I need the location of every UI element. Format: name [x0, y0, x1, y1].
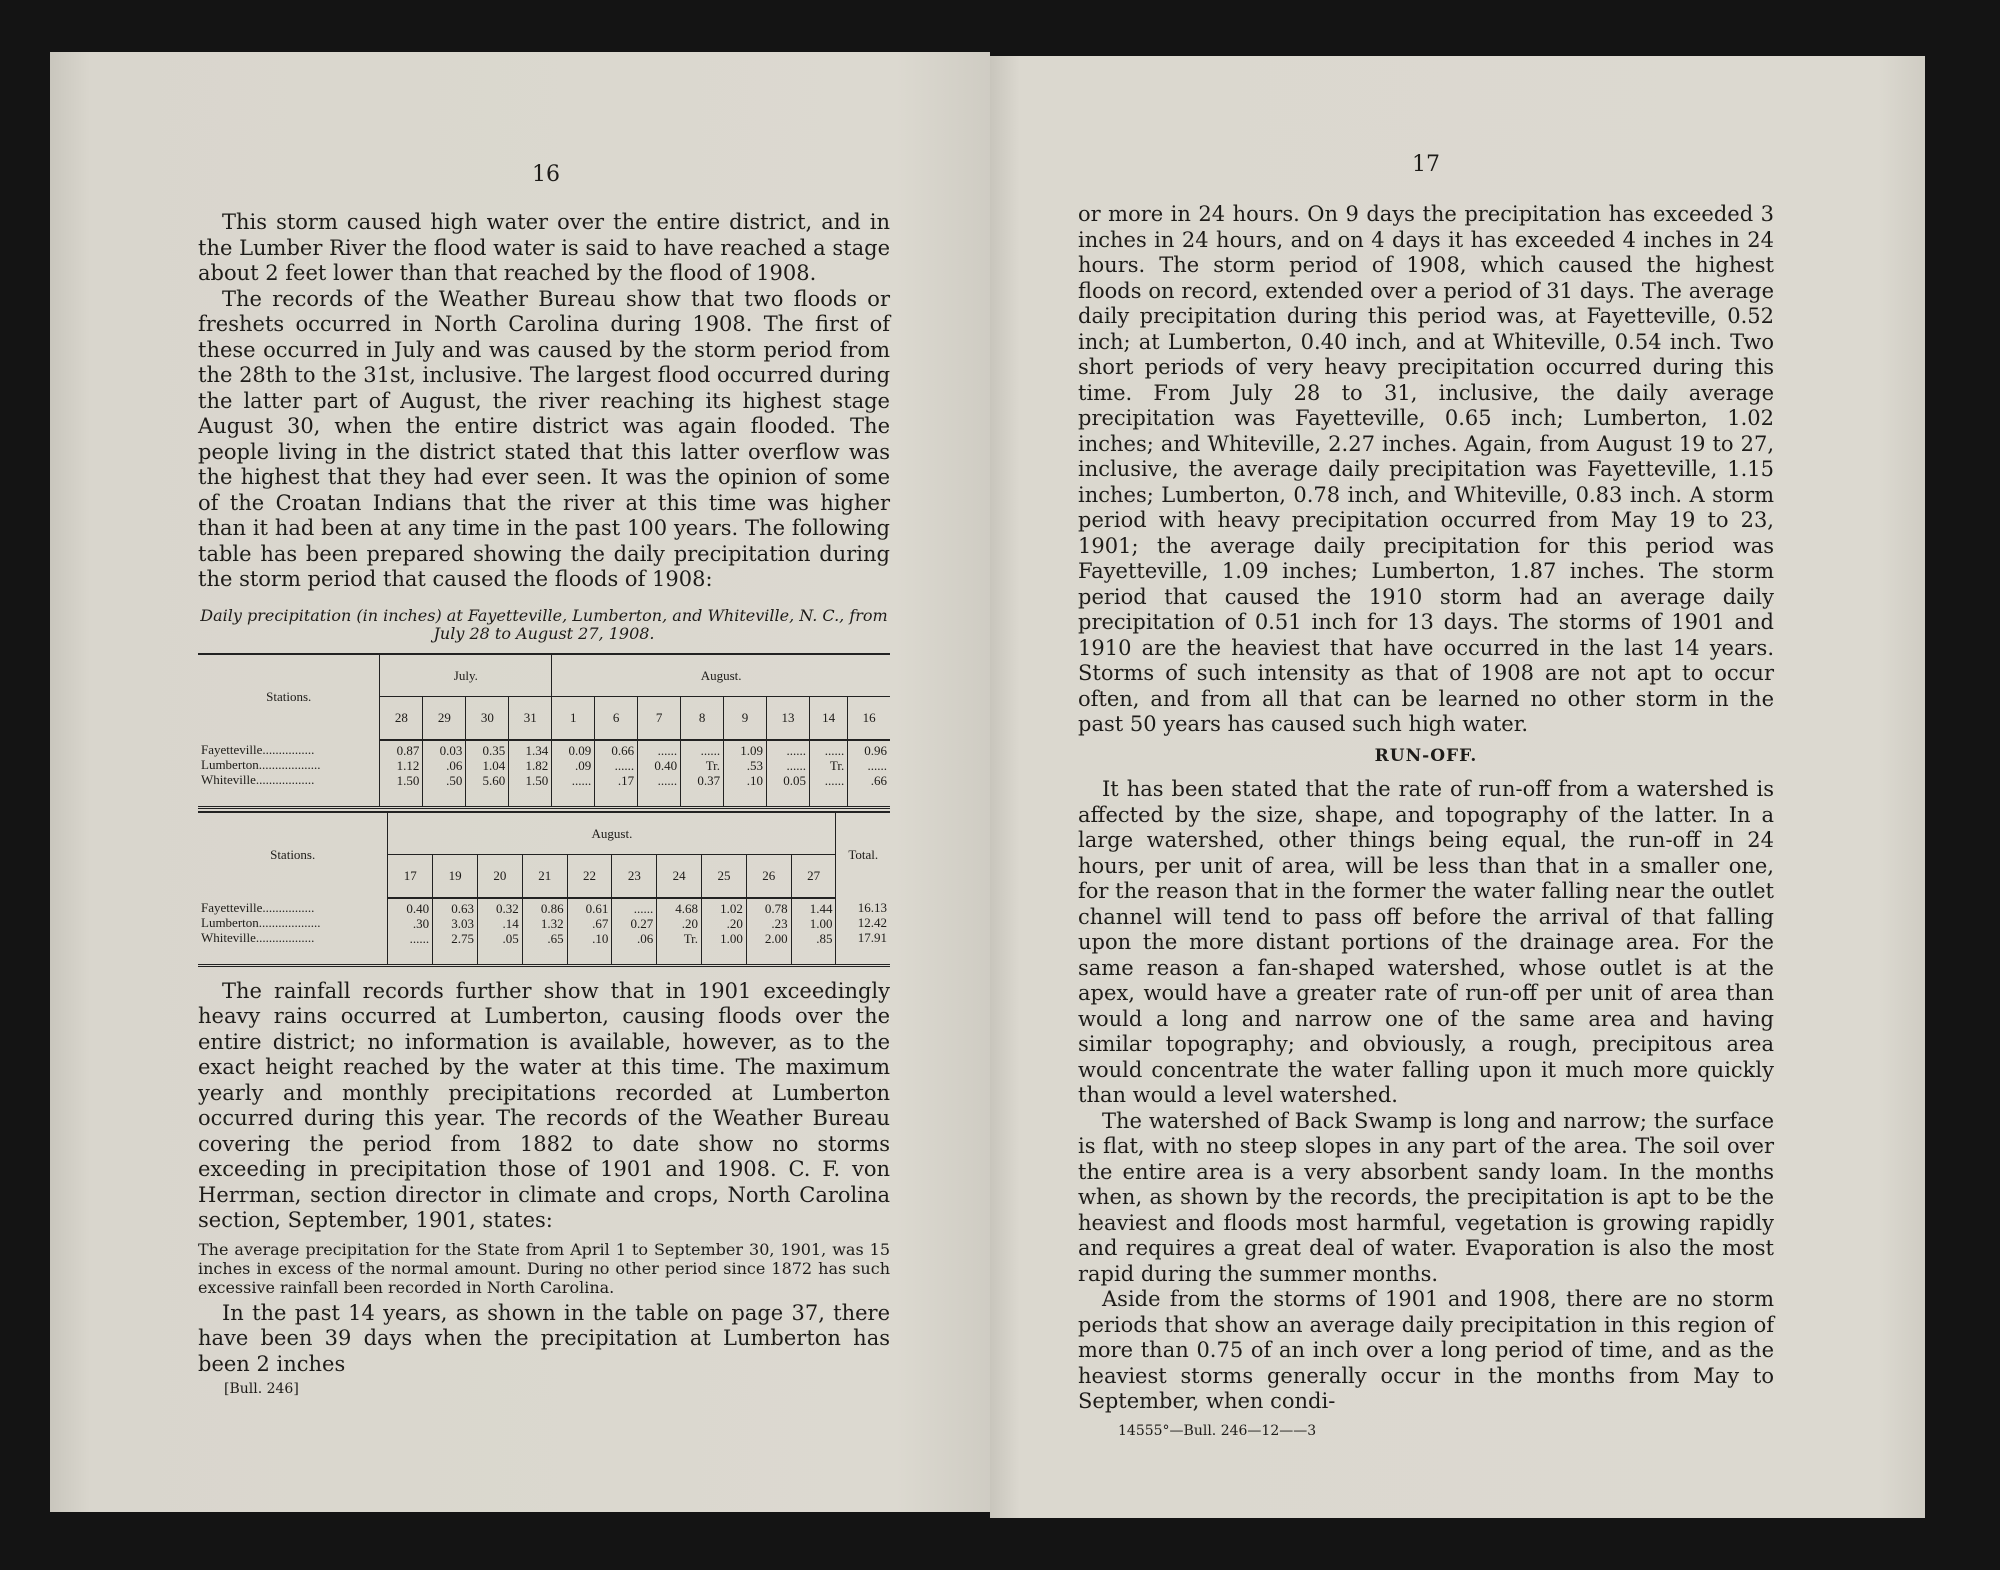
cell-value: ...... — [409, 930, 430, 946]
cell-value: .66 — [870, 772, 887, 788]
cell-value: .05 — [502, 930, 519, 946]
day-header: 19 — [433, 855, 478, 898]
cell-value: 0.32 — [496, 900, 519, 916]
august-header: August. — [388, 812, 836, 855]
station-name: Whiteville.................. — [201, 771, 315, 787]
day-header: 22 — [567, 855, 612, 898]
august-header: August. — [552, 654, 890, 697]
day-column — [509, 740, 552, 808]
cell-value: 1.32 — [540, 915, 564, 931]
station-names — [198, 898, 388, 966]
table-rows — [198, 898, 890, 966]
day-column — [724, 740, 767, 808]
day-column — [552, 740, 595, 808]
cell-value: 0.35 — [482, 742, 506, 758]
cell-value: .06 — [636, 930, 654, 946]
cell-value: 1.02 — [720, 900, 743, 916]
cell-value: ...... — [657, 772, 678, 788]
day-header: 21 — [522, 855, 567, 898]
cell-value: .17 — [617, 772, 635, 788]
day-header: 27 — [791, 855, 836, 898]
cell-value: .20 — [681, 915, 699, 931]
cell-value: 0.40 — [406, 900, 430, 916]
day-column — [612, 898, 657, 966]
day-column — [638, 740, 681, 808]
total-value: 16.13 — [857, 899, 887, 915]
day-header: 25 — [702, 855, 747, 898]
cell-value: .10 — [746, 772, 764, 788]
cell-value: 1.09 — [740, 742, 764, 758]
cell-value: .65 — [547, 930, 564, 946]
day-header: 6 — [595, 697, 638, 740]
day-header: 13 — [767, 697, 810, 740]
station-name: Fayetteville................ — [201, 741, 315, 757]
cell-value: 1.00 — [720, 930, 743, 946]
cell-value: ...... — [824, 742, 845, 758]
day-column — [681, 740, 724, 808]
cell-value: ...... — [700, 742, 721, 758]
precipitation-table-1 — [198, 653, 890, 809]
cell-value: 1.12 — [396, 757, 420, 773]
stations-header: Stations. — [266, 689, 312, 705]
cell-value: Tr. — [829, 757, 845, 773]
day-column — [567, 898, 612, 966]
page-number: 17 — [1412, 152, 1440, 177]
day-header: 7 — [638, 697, 681, 740]
cell-value: 4.68 — [675, 900, 699, 916]
station-name: Lumberton................... — [201, 914, 321, 930]
cell-value: ...... — [571, 772, 592, 788]
cell-value: Tr. — [705, 757, 721, 773]
paragraph: The records of the Weather Bureau show that two floods or freshets occurred in North Carolina during 1908. The first of these occurred in July and was caused by the storm period from the 28th to the 31st, inclusive. The largest flood occurred during the latter part of August, the river reaching its highest stage August 30, when the entire district was again flooded. The people living in the district stated that this latter overflow was the highest that they had ever seen. It was the opinion of some of the Croatan Indians that the river at this time was higher than it had been at any time in the past 100 years. The following table has been prepared showing the daily precipitation during the storm period that caused the floods of 1908: — [198, 286, 891, 591]
paragraph: It has been stated that the rate of run-off from a watershed is affected by the size, shape, and topography of the latter. In a large watershed, other things being equal, the run-off in 24 hours, per unit of area, will be less than that in a smaller one, for the reason that in the former the water falling near the outlet channel will tend to pass off before the arrival of that falling upon the more distant portions of the drainage area. For the same reason a fan-shaped watershed, whose outlet is at the apex, would have a greater rate of run-off per unit of area than would a long and narrow one of the same area and having similar topography; and obviously, a rough, precipitous area would concentrate the water falling upon it much more quickly than would a level watershed. — [1078, 777, 1774, 1107]
day-header: 16 — [848, 697, 890, 740]
cell-value: .67 — [592, 915, 609, 931]
cell-value: .50 — [446, 772, 463, 788]
page-number: 16 — [532, 162, 560, 187]
cell-value: 5.60 — [482, 772, 506, 788]
day-column — [657, 898, 702, 966]
quote: The average precipitation for the State from April 1 to September 30, 1901, was 15 inches in excess of the normal amount. During no other period since 1872 has such excessive rainfall been recorded in North Carolina. — [198, 1239, 890, 1297]
cell-value: .85 — [816, 930, 833, 946]
day-column — [423, 740, 466, 808]
cell-value: 3.03 — [451, 915, 474, 931]
cell-value: .06 — [446, 757, 463, 773]
day-column — [595, 740, 638, 808]
cell-value: ...... — [786, 757, 806, 773]
day-header: 20 — [477, 855, 522, 898]
day-column — [791, 898, 836, 966]
cell-value: 0.96 — [864, 742, 887, 758]
cell-value: .10 — [592, 930, 609, 946]
day-column — [388, 898, 433, 966]
cell-value: .14 — [502, 915, 519, 931]
cell-value: 0.66 — [611, 742, 635, 758]
cell-value: ...... — [614, 757, 635, 773]
paragraph: The rainfall records further show that in 1901 exceedingly heavy rains occurred at Lumberton, causing floods over the entire district; no information is available, however, as to the exact height reached by the water at this time. The maximum yearly and monthly precipitations recorded at Lumberton occurred during this year. The records of the Weather Bureau covering the period from 1882 to date show no storms exceeding in precipitation those of 1901 and 1908. C. F. von Herrman, section director in climate and crops, North Carolina section, September, 1901, states: — [198, 978, 890, 1232]
cell-value: ...... — [657, 742, 678, 758]
july-header: July. — [380, 654, 552, 697]
cell-value: 0.63 — [451, 900, 474, 916]
station-name: Fayetteville................ — [201, 899, 315, 915]
cell-value: 1.00 — [809, 915, 833, 931]
right-page — [990, 56, 1925, 1518]
cell-value: .20 — [726, 915, 743, 931]
day-column — [746, 898, 791, 966]
table-caption: Daily precipitation (in inches) at Fayetteville, Lumberton, and Whiteville, N. C., from July 28 to August 27, 1908. — [200, 605, 888, 643]
paragraph: In the past 14 years, as shown in the table on page 37, there have been 39 days when the precipitation at Lumberton has been 2 inches — [198, 1300, 890, 1376]
day-header: 8 — [681, 697, 724, 740]
day-header: 23 — [612, 855, 657, 898]
day-header: 30 — [466, 697, 509, 740]
day-column — [809, 740, 847, 808]
precipitation-table-2 — [198, 811, 890, 967]
cell-value: 1.04 — [482, 757, 506, 773]
day-header: 31 — [509, 697, 552, 740]
paragraph: The watershed of Back Swamp is long and narrow; the surface is flat, with no steep slopes in any part of the area. The soil over the entire area is a very absorbent sandy loam. In the months when, as shown by the records, the precipitation is apt to be the heaviest and floods most harmful, vegetation is growing rapidly and requires a great deal of water. Evaporation is also the most rapid during the summer months. — [1078, 1108, 1774, 1286]
cell-value: ...... — [786, 742, 806, 758]
section-heading: RUN-OFF. — [1374, 745, 1478, 766]
day-header: 29 — [423, 697, 466, 740]
cell-value: 0.09 — [568, 742, 592, 758]
cell-value: 1.34 — [525, 742, 549, 758]
footer: 14555°—Bull. 246—12——3 — [1118, 1422, 1317, 1439]
cell-value: 1.82 — [525, 757, 549, 773]
cell-value: 2.00 — [764, 930, 788, 946]
day-column — [466, 740, 509, 808]
station-name: Lumberton................... — [201, 756, 321, 772]
cell-value: 1.50 — [396, 772, 420, 788]
paragraph: This storm caused high water over the entire district, and in the Lumber River the flood water is said to have reached a stage about 2 feet lower than that reached by the flood of 1908. — [198, 210, 890, 285]
station-names — [198, 740, 380, 808]
cell-value: 0.37 — [697, 772, 721, 788]
cell-value: .30 — [412, 915, 430, 931]
day-column — [522, 898, 567, 966]
paragraph: Aside from the storms of 1901 and 1908, there are no storm periods that show an average daily precipitation in this region of more than 0.75 of an inch over a long period of time, and as the heaviest storms generally occur in the months from May to September, when condi- — [1078, 1287, 1774, 1413]
cell-value: .23 — [771, 915, 788, 931]
day-header: 1 — [552, 697, 595, 740]
day-header: 17 — [388, 855, 433, 898]
cell-value: 0.05 — [783, 772, 806, 788]
total-value: 17.91 — [857, 929, 887, 945]
total-header: Total. — [836, 812, 890, 898]
cell-value: 1.50 — [525, 772, 549, 788]
cell-value: Tr. — [683, 930, 699, 946]
cell-value: ...... — [867, 757, 887, 773]
day-column — [848, 740, 890, 808]
cell-value: 0.86 — [540, 900, 564, 916]
footer: [Bull. 246] — [224, 1381, 299, 1397]
day-header: 14 — [809, 697, 847, 740]
cell-value: 0.27 — [630, 915, 654, 931]
cell-value: ...... — [633, 900, 654, 916]
day-header: 24 — [657, 855, 702, 898]
left-page — [50, 52, 990, 1512]
day-header: 26 — [746, 855, 791, 898]
day-header: 9 — [724, 697, 767, 740]
cell-value: 0.03 — [439, 742, 463, 758]
total-value: 12.42 — [857, 914, 887, 930]
cell-value: .09 — [574, 757, 592, 773]
cell-value: 1.44 — [809, 900, 833, 916]
paragraph: or more in 24 hours. On 9 days the precipitation has exceeded 3 inches in 24 hours, and on 4 days it has exceeded 4 inches in 24 hours. The storm period of 1908, which caused the highest floods on record, extended over a period of 31 days. The average daily precipitation during this period was, at Fayetteville, 0.52 inch; at Lumberton, 0.40 inch, and at Whiteville, 0.54 inch. Two short periods of very heavy precipitation occurred during this time. From July 28 to 31, inclusive, the daily average precipitation was Fayetteville, 0.65 inch; Lumberton, 1.02 inches; and Whiteville, 2.27 inches. Again, from August 19 to 27, inclusive, the average daily precipitation was Fayetteville, 1.15 inches; Lumberton, 0.78 inch, and Whiteville, 0.83 inch. A storm period with heavy precipitation occurred from May 19 to 23, 1901; the average daily precipitation for this period was Fayetteville, 1.09 inches; Lumberton, 1.87 inches. The storm period that caused the 1910 storm had an average daily precipitation of 0.51 inch for 13 days. The storms of 1901 and 1910 are the heaviest that have occurred in the last 14 years. Storms of such intensity as that of 1908 are not apt to occur often, and from all that can be learned no other storm in the past 50 years has caused such high water. — [1078, 202, 1774, 736]
cell-value: .53 — [746, 757, 764, 773]
day-column — [477, 898, 522, 966]
cell-value: 0.40 — [654, 757, 678, 773]
cell-value: ...... — [824, 772, 845, 788]
cell-value: 0.61 — [585, 900, 609, 916]
day-column — [380, 740, 423, 808]
cell-value: 0.78 — [764, 900, 788, 916]
day-column — [702, 898, 747, 966]
table-rows — [198, 740, 890, 808]
day-column — [433, 898, 478, 966]
cell-value: 0.87 — [396, 742, 420, 758]
cell-value: 2.75 — [451, 930, 474, 946]
station-name: Whiteville.................. — [201, 929, 315, 945]
total-column — [836, 898, 890, 966]
day-header: 28 — [380, 697, 423, 740]
stations-header: Stations. — [270, 847, 316, 863]
day-column — [767, 740, 810, 808]
